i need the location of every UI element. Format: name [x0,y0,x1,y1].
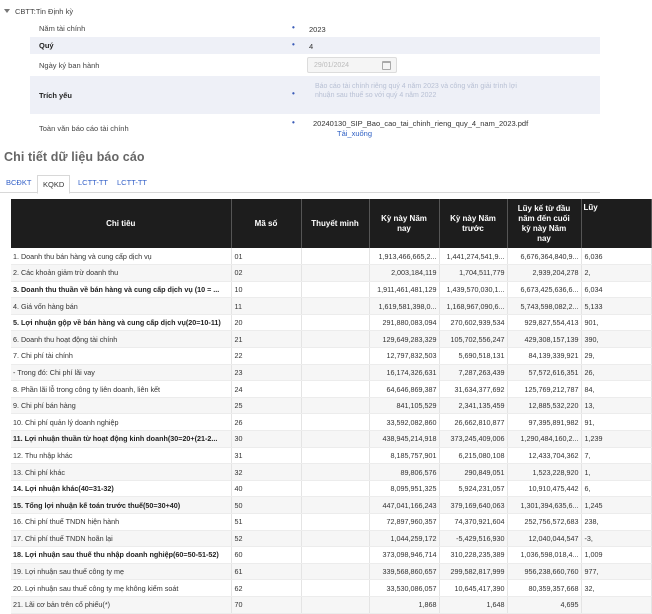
row-note-cell [301,281,369,298]
row-ytd-cell: 12,885,532,220 [507,397,581,414]
row-current-cell: 447,041,166,243 [369,497,439,514]
row-ytd-cell: 12,433,704,362 [507,447,581,464]
row-name-cell: 10. Chi phí quản lý doanh nghiệp [11,414,231,431]
row-code-cell: 30 [231,431,301,448]
issue-date-input[interactable] [307,57,397,73]
row-ytd-previous-cell: 26, [581,364,651,381]
row-code-cell: 11 [231,298,301,315]
row-current-cell: 1,868 [369,596,439,613]
row-ytd-cell: 6,673,425,636,6... [507,281,581,298]
row-note-cell [301,431,369,448]
row-code-cell: 23 [231,364,301,381]
row-code-cell: 10 [231,281,301,298]
row-name-cell: 13. Chi phí khác [11,464,231,481]
row-note-cell [301,314,369,331]
header-text: Kỳ này Năm [450,213,496,223]
row-note-cell [301,563,369,580]
row-ytd-previous-cell: 91, [581,414,651,431]
tab-kqkd[interactable]: KQKD [37,175,70,194]
required-marker: • [292,118,295,127]
report-tabs [0,175,600,193]
issue-date-label: Ngày ký ban hành [39,60,100,70]
row-current-cell: 72,897,960,357 [369,514,439,531]
row-code-cell: 62 [231,580,301,597]
row-note-cell [301,464,369,481]
header-text: Kỳ này Năm [381,213,427,223]
row-ytd-previous-cell: 5,133 [581,298,651,315]
row-code-cell: 21 [231,331,301,348]
table-row [11,547,651,564]
table-row [11,497,651,514]
row-ytd-cell: 956,238,660,760 [507,563,581,580]
row-ytd-previous-cell: 7, [581,447,651,464]
row-previous-cell: 290,849,051 [439,464,507,481]
header-text: Lũy kế từ đầu [517,203,571,213]
row-ytd-cell: 1,523,228,920 [507,464,581,481]
header-text: nay [537,233,551,243]
table-row [11,381,651,398]
table-row [11,298,651,315]
issue-date-value: 29/01/2024 [314,61,350,69]
row-ytd-cell: 1,036,598,018,4... [507,547,581,564]
row-current-cell: 16,174,326,631 [369,364,439,381]
row-current-cell: 33,530,086,057 [369,580,439,597]
row-ytd-previous-cell: 1, [581,464,651,481]
row-ytd-previous-cell: 13, [581,397,651,414]
row-ytd-cell: 6,676,364,840,9... [507,248,581,265]
row-note-cell [301,447,369,464]
row-code-cell: 32 [231,464,301,481]
table-row [11,331,651,348]
row-code-cell: 26 [231,414,301,431]
header-text: Lũy [583,203,598,212]
table-row [11,563,651,580]
row-note-cell [301,414,369,431]
row-code-cell: 25 [231,397,301,414]
row-code-cell: 24 [231,381,301,398]
row-current-cell: 1,911,461,481,129 [369,281,439,298]
row-ytd-previous-cell: 6,036 [581,248,651,265]
row-previous-cell: 5,924,231,057 [439,480,507,497]
row-name-cell: 11. Lợi nhuận thuần từ hoạt động kinh doanh(30=20+(21-2... [11,431,231,448]
row-name-cell: 5. Lợi nhuận gộp về bán hàng và cung cấp dịch vụ(20=10-11) [11,314,231,331]
row-ytd-cell: 97,395,891,982 [507,414,581,431]
row-ytd-previous-cell: 390, [581,331,651,348]
row-note-cell [301,331,369,348]
quarter-value: 4 [309,42,314,51]
header-previous-period[interactable] [439,199,507,248]
row-note-cell [301,547,369,564]
row-code-cell: 01 [231,248,301,265]
issue-date-row [30,54,600,76]
row-name-cell: 2. Các khoản giảm trừ doanh thu [11,265,231,282]
row-code-cell: 40 [231,480,301,497]
summary-row [30,76,600,114]
row-previous-cell: 270,602,939,534 [439,314,507,331]
row-code-cell: 60 [231,547,301,564]
row-ytd-cell: 10,910,475,442 [507,480,581,497]
row-note-cell [301,497,369,514]
quarter-row [30,37,600,54]
header-text: nay [397,223,411,233]
income-statement-table[interactable] [11,199,603,610]
row-ytd-previous-cell: 6, [581,480,651,497]
row-current-cell: 1,913,466,665,2... [369,248,439,265]
header-ytd-current[interactable] [507,199,581,248]
row-current-cell: 2,003,184,119 [369,265,439,282]
header-ma-so[interactable]: Mã số [231,199,301,248]
fiscal-year-value: 2023 [309,25,326,34]
row-ytd-cell: 429,308,157,139 [507,331,581,348]
row-ytd-cell: 125,769,212,787 [507,381,581,398]
row-ytd-previous-cell: 6,034 [581,281,651,298]
detail-title: Chi tiết dữ liệu báo cáo [4,150,145,164]
table-row [11,514,651,531]
tab-lctt-tt-2[interactable]: LCTT-TT [117,178,147,187]
row-code-cell: 51 [231,514,301,531]
row-name-cell: 4. Giá vốn hàng bán [11,298,231,315]
row-previous-cell: 10,645,417,390 [439,580,507,597]
row-previous-cell: 1,168,967,090,6... [439,298,507,315]
row-ytd-previous-cell: 1,239 [581,431,651,448]
table-row [11,397,651,414]
row-name-cell: 12. Thu nhập khác [11,447,231,464]
download-link[interactable]: Tải_xuống [337,129,373,138]
row-previous-cell: 26,662,810,877 [439,414,507,431]
row-code-cell: 61 [231,563,301,580]
row-current-cell: 64,646,869,387 [369,381,439,398]
row-name-cell: 14. Lợi nhuận khác(40=31-32) [11,480,231,497]
row-previous-cell: 7,287,263,439 [439,364,507,381]
row-current-cell: 8,185,757,901 [369,447,439,464]
attachment-row [30,116,600,140]
summary-line-1: Báo cáo tài chính riêng quý 4 năm 2023 và công văn giải trình lợi [315,83,517,90]
table-row [11,480,651,497]
quarter-label: Quý [39,41,54,50]
header-thuyet-minh[interactable]: Thuyết minh [301,199,369,248]
row-name-cell: 18. Lợi nhuận sau thuế thu nhập doanh nghiệp(60=50-51-52) [11,547,231,564]
row-ytd-previous-cell: 977, [581,563,651,580]
row-ytd-cell: 84,139,339,921 [507,348,581,365]
row-previous-cell: 5,690,518,131 [439,348,507,365]
table-row [11,596,651,613]
section-header[interactable] [4,4,73,18]
row-name-cell: 20. Lợi nhuận sau thuế công ty mẹ không kiểm soát [11,580,231,597]
fiscal-year-row [30,20,600,37]
tab-lctt-tt-1[interactable]: LCTT-TT [78,178,108,187]
summary-line-2: nhuận sau thuế so với quý 4 năm 2022 [315,92,437,99]
row-ytd-cell: 12,040,044,547 [507,530,581,547]
row-current-cell: 373,098,946,714 [369,547,439,564]
row-ytd-previous-cell: -3, [581,530,651,547]
row-note-cell [301,580,369,597]
row-note-cell [301,381,369,398]
row-name-cell: 8. Phần lãi lỗ trong công ty liên doanh, liên kết [11,381,231,398]
row-previous-cell: 310,228,235,389 [439,547,507,564]
row-note-cell [301,480,369,497]
attachment-file-name: 20240130_SIP_Bao_cao_tai_chinh_rieng_quy_4_nam_2023.pdf [313,119,529,128]
row-ytd-previous-cell: 32, [581,580,651,597]
row-note-cell [301,298,369,315]
header-ytd-previous[interactable] [581,199,651,248]
row-name-cell: 19. Lợi nhuận sau thuế công ty mẹ [11,563,231,580]
row-ytd-cell: 4,695 [507,596,581,613]
row-ytd-cell: 1,301,394,635,6... [507,497,581,514]
row-name-cell: 1. Doanh thu bán hàng và cung cấp dịch vụ [11,248,231,265]
row-note-cell [301,348,369,365]
table-row [11,364,651,381]
table-row [11,530,651,547]
row-code-cell: 50 [231,497,301,514]
row-current-cell: 1,044,259,172 [369,530,439,547]
row-ytd-cell: 252,756,572,683 [507,514,581,531]
row-previous-cell: 1,704,511,779 [439,265,507,282]
row-code-cell: 02 [231,265,301,282]
summary-label: Trích yếu [39,90,72,100]
table-row [11,464,651,481]
row-previous-cell: 2,341,135,459 [439,397,507,414]
table-row [11,447,651,464]
row-current-cell: 339,568,860,657 [369,563,439,580]
row-code-cell: 70 [231,596,301,613]
row-ytd-previous-cell [581,596,651,613]
required-marker: • [292,89,295,98]
row-ytd-previous-cell: 238, [581,514,651,531]
table-row [11,431,651,448]
row-ytd-previous-cell: 84, [581,381,651,398]
row-name-cell: 6. Doanh thu hoạt động tài chính [11,331,231,348]
table-row [11,580,651,597]
section-title: CBTT:Tin Định kỳ [15,6,74,16]
row-name-cell: 3. Doanh thu thuần về bán hàng và cung cấp dịch vụ (10 = ... [11,281,231,298]
row-ytd-previous-cell: 1,009 [581,547,651,564]
row-current-cell: 12,797,832,503 [369,348,439,365]
row-code-cell: 22 [231,348,301,365]
row-name-cell: - Trong đó: Chi phí lãi vay [11,364,231,381]
row-ytd-previous-cell: 901, [581,314,651,331]
required-marker: • [292,40,295,49]
row-ytd-cell: 2,939,204,278 [507,265,581,282]
row-name-cell: 7. Chi phí tài chính [11,348,231,365]
collapse-triangle-icon[interactable] [4,9,10,13]
row-ytd-cell: 80,359,357,668 [507,580,581,597]
row-previous-cell: 1,441,274,541,9... [439,248,507,265]
summary-value [315,82,615,100]
row-ytd-cell: 57,572,616,351 [507,364,581,381]
row-note-cell [301,364,369,381]
row-note-cell [301,265,369,282]
row-previous-cell: 373,245,409,006 [439,431,507,448]
row-previous-cell: 74,370,921,604 [439,514,507,531]
table-header-row [11,199,651,248]
row-name-cell: 9. Chi phí bán hàng [11,397,231,414]
row-ytd-previous-cell: 29, [581,348,651,365]
row-current-cell: 33,592,082,860 [369,414,439,431]
row-previous-cell: -5,429,516,930 [439,530,507,547]
row-note-cell [301,596,369,613]
row-current-cell: 129,649,283,329 [369,331,439,348]
row-note-cell [301,248,369,265]
row-previous-cell: 379,169,640,063 [439,497,507,514]
row-previous-cell: 299,582,817,999 [439,563,507,580]
table-row [11,348,651,365]
table-row [11,265,651,282]
row-previous-cell: 6,215,080,108 [439,447,507,464]
row-ytd-cell: 5,743,598,082,2... [507,298,581,315]
header-current-period[interactable] [369,199,439,248]
row-code-cell: 20 [231,314,301,331]
table-row [11,281,651,298]
row-previous-cell: 1,648 [439,596,507,613]
row-ytd-previous-cell: 2, [581,265,651,282]
row-ytd-cell: 929,827,554,413 [507,314,581,331]
row-current-cell: 1,619,581,398,0... [369,298,439,315]
row-ytd-previous-cell: 1,245 [581,497,651,514]
row-name-cell: 15. Tổng lợi nhuận kế toán trước thuế(50=30+40) [11,497,231,514]
row-current-cell: 438,945,214,918 [369,431,439,448]
report-info-section [0,0,600,143]
required-marker: • [292,23,295,32]
row-note-cell [301,514,369,531]
row-current-cell: 8,095,951,325 [369,480,439,497]
row-code-cell: 52 [231,530,301,547]
row-ytd-cell: 1,290,484,160,2... [507,431,581,448]
row-previous-cell: 31,634,377,692 [439,381,507,398]
header-chi-tieu[interactable]: Chỉ tiêu [11,199,231,248]
row-note-cell [301,530,369,547]
tab-bcdkt[interactable]: BCĐKT [6,178,32,187]
row-previous-cell: 105,702,556,247 [439,331,507,348]
row-name-cell: 16. Chi phí thuế TNDN hiện hành [11,514,231,531]
row-current-cell: 291,880,083,094 [369,314,439,331]
header-text: trước [462,223,484,233]
row-note-cell [301,397,369,414]
row-name-cell: 21. Lãi cơ bản trên cổ phiếu(*) [11,596,231,613]
table-row [11,414,651,431]
fiscal-year-label: Năm tài chính [39,24,86,33]
table-row [11,248,651,265]
calendar-icon[interactable] [382,61,391,70]
header-text: năm đến cuối [518,213,570,223]
row-name-cell: 17. Chi phí thuế TNDN hoãn lại [11,530,231,547]
row-code-cell: 31 [231,447,301,464]
row-previous-cell: 1,439,570,030,1... [439,281,507,298]
attachment-label: Toàn văn báo cáo tài chính [39,123,129,133]
header-text: kỳ này Năm [521,223,567,233]
row-current-cell: 841,105,529 [369,397,439,414]
row-current-cell: 89,806,576 [369,464,439,481]
table-row [11,314,651,331]
